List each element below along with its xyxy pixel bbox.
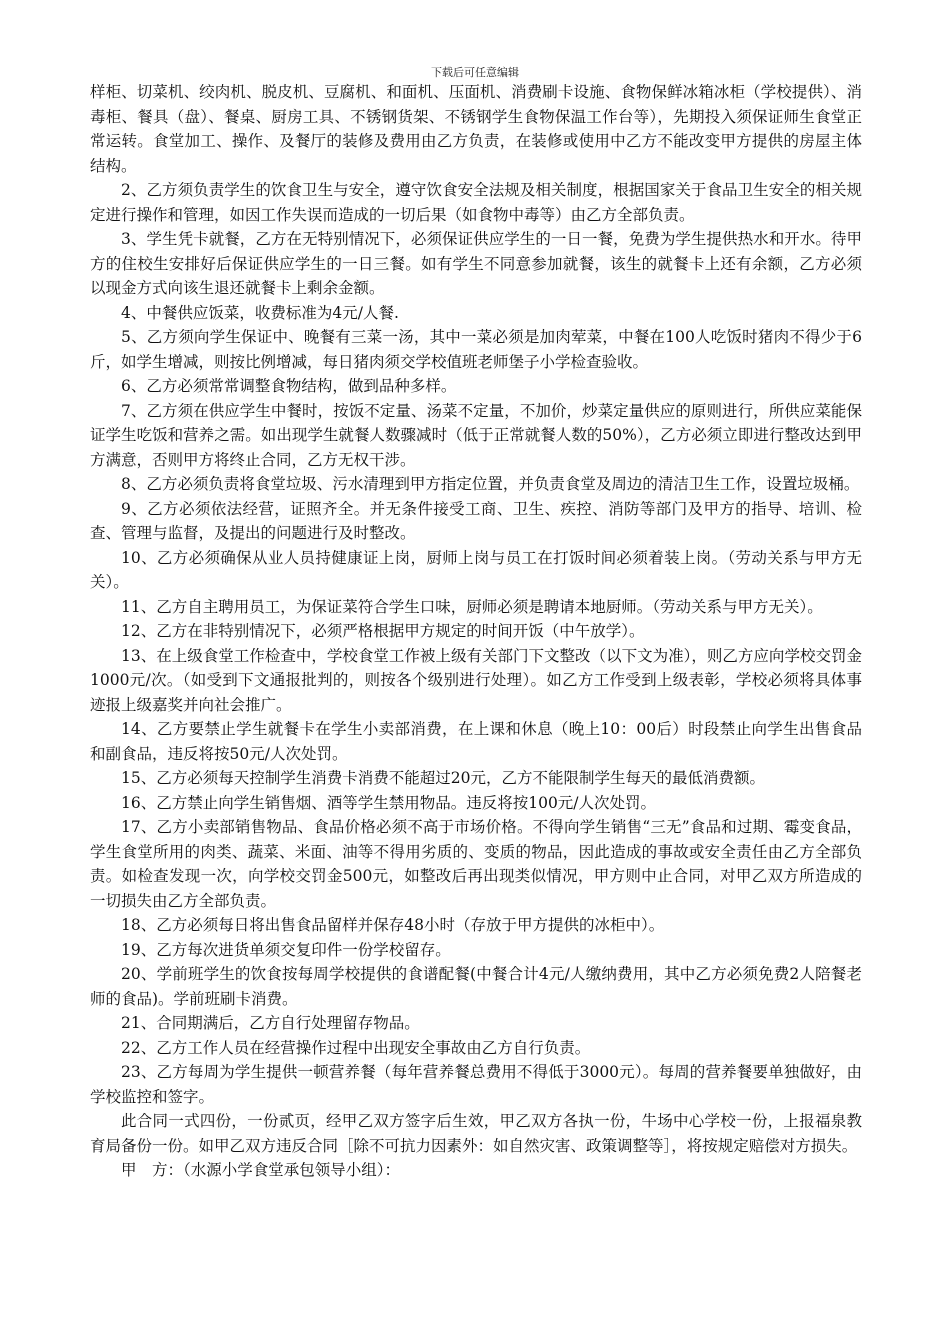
clause-5: 5、乙方须向学生保证中、晚餐有三菜一汤，其中一菜必须是加肉荤菜，中餐在100人吃饭时猪肉不得少于6斤，如学生增减，则按比例增减，每日猪肉须交学校值班老师堡子小学检查验收。 — [90, 328, 862, 371]
clause-22: 22、乙方工作人员在经营操作过程中出现安全事故由乙方自行负责。 — [121, 1038, 591, 1057]
clause-9: 9、乙方必须依法经营，证照齐全。并无条件接受工商、卫生、疾控、消防等部门及甲方的指导、培训、检查、管理与监督，及提出的问题进行及时整改。 — [90, 499, 862, 542]
clause-16: 16、乙方禁止向学生销售烟、酒等学生禁用物品。违反将按100元/人次处罚。 — [121, 793, 657, 812]
clause-19: 19、乙方每次进货单须交复印件一份学校留存。 — [121, 940, 451, 959]
clause-23: 23、乙方每周为学生提供一顿营养餐（每年营养餐总费用不得低于3000元）。每周的营养餐要单独做好，由学校监控和签字。 — [90, 1063, 862, 1106]
clause-18: 18、乙方必须每日将出售食品留样并保存48小时（存放于甲方提供的冰柜中）。 — [121, 916, 665, 934]
clause-3: 3、学生凭卡就餐，乙方在无特别情况下，必须保证供应学生的一日一餐，免费为学生提供热水和开水。待甲方的住校生安排好后保证供应学生的一日三餐。如有学生不同意参加就餐，该生的就餐卡上还有余额，乙方必须以现金方式向该生退还就餐卡上剩余金额。 — [90, 230, 862, 297]
clause-12: 12、乙方在非特别情况下，必须严格根据甲方规定的时间开饭（中午放学）。 — [121, 622, 645, 640]
clause-21: 21、合同期满后，乙方自行处理留存物品。 — [121, 1014, 420, 1032]
clause-10: 10、乙方必须确保从业人员持健康证上岗，厨师上岗与员工在打饭时间必须着装上岗。（劳动关系与甲方无关）。 — [90, 548, 862, 591]
clause-20: 20、学前班学生的饮食按每周学校提供的食谱配餐(中餐合计4元/人缴纳费用，其中乙方必须免费2人陪餐老师的食品)。学前班刷卡消费。 — [90, 965, 862, 1008]
clause-2: 2、乙方须负责学生的饮食卫生与安全，遵守饮食安全法规及相关制度，根据国家关于食品卫生安全的相关规定进行操作和管理，如因工作失误而造成的一切后果（如食物中毒等）由乙方全部负责。 — [90, 181, 862, 224]
clause-14: 14、乙方要禁止学生就餐卡在学生小卖部消费，在上课和休息（晚上10：00后）时段禁止向学生出售食品和副食品，违反将按50元/人次处罚。 — [90, 720, 862, 763]
party-a-line: 甲 方：（水源小学食堂承包领导小组）： — [121, 1161, 401, 1179]
document-body — [90, 80, 862, 1183]
closing-paragraph: 此合同一式四份，一份贰页，经甲乙双方签字后生效，甲乙双方各执一份，牛场中心学校一份，上报福泉教育局备份一份。如甲乙双方违反合同［除不可抗力因素外：如自然灾害、政策调整等］，将按规定赔偿对方损失。 — [90, 1112, 862, 1155]
clause-17: 17、乙方小卖部销售物品、食品价格必须不高于市场价格。不得向学生销售“三无”食品和过期、霉变食品，学生食堂所用的肉类、蔬菜、米面、油等不得用劣质的、变质的物品，因此造成的事故或安全责任由乙方全部负责。如检查发现一次，向学校交罚金500元，如整改后再出现类似情况，甲方则中止合同，对甲乙双方所造成的一切损失由乙方全部负责。 — [90, 818, 862, 910]
clause-7: 7、乙方须在供应学生中餐时，按饭不定量、汤菜不定量，不加价，炒菜定量供应的原则进行，所供应菜能保证学生吃饭和营养之需。如出现学生就餐人数骤减时（低于正常就餐人数的50%），乙方必须立即进行整改达到甲方满意，否则甲方将终止合同，乙方无权干涉。 — [90, 401, 862, 469]
clause-8: 8、乙方必须负责将食堂垃圾、污水清理到甲方指定位置，并负责食堂及周边的清洁卫生工作，设置垃圾桶。 — [121, 475, 860, 493]
clause-15: 15、乙方必须每天控制学生消费卡消费不能超过20元，乙方不能限制学生每天的最低消费额。 — [121, 769, 765, 787]
page-header: 下载后可任意编辑 — [431, 66, 519, 79]
clause-4: 4、中餐供应饭菜，收费标准为4元/人餐. — [121, 303, 399, 322]
clause-13: 13、在上级食堂工作检查中，学校食堂工作被上级有关部门下文整改（以下文为准），则乙方应向学校交罚金1000元/次。（如受到下文通报批判的，则按各个级别进行处理）。如乙方工作受到上级表彰，学校必须将具体事迹报上级嘉奖并向社会推广。 — [90, 646, 862, 714]
paragraph: 样柜、切菜机、绞肉机、脱皮机、豆腐机、和面机、压面机、消费刷卡设施、食物保鲜冰箱冰柜（学校提供）、消毒柜、餐具（盘）、餐桌、厨房工具、不锈钢货架、不锈钢学生食物保温工作台等），先期投入须保证师生食堂正常运转。食堂加工、操作、及餐厅的装修及费用由乙方负责，在装修或使用中乙方不能改变甲方提供的房屋主体结构。 — [90, 83, 862, 175]
clause-11: 11、乙方自主聘用员工，为保证菜符合学生口味，厨师必须是聘请本地厨师。（劳动关系与甲方无关）。 — [121, 597, 823, 616]
clause-6: 6、乙方必须常常调整食物结构，做到品种多样。 — [121, 377, 457, 395]
